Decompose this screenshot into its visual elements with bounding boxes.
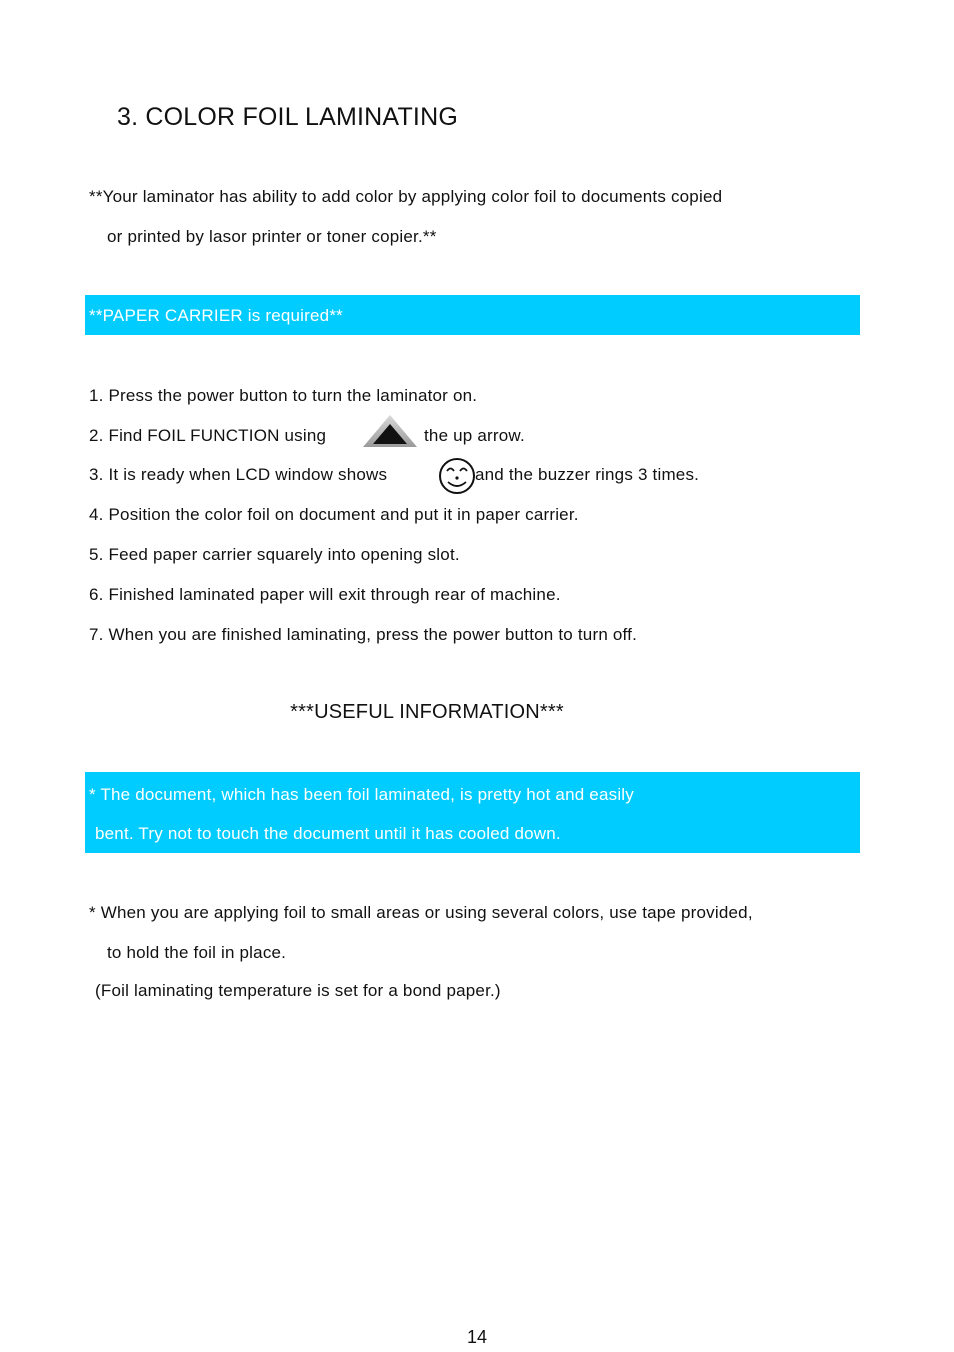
paper-carrier-banner bbox=[85, 295, 860, 335]
page-title: 3. COLOR FOIL LAMINATING bbox=[117, 103, 458, 131]
up-arrow-icon bbox=[362, 414, 418, 448]
step-5: 5. Feed paper carrier squarely into opening slot. bbox=[89, 545, 460, 564]
hot-document-banner-line-2: bent. Try not to touch the document until it has cooled down. bbox=[95, 824, 561, 843]
intro-line-1: **Your laminator has ability to add color by applying color foil to documents copied bbox=[89, 187, 723, 206]
page-number: 14 bbox=[466, 1327, 488, 1347]
step-1: 1. Press the power button to turn the laminator on. bbox=[89, 386, 478, 405]
step-3-end: and the buzzer rings 3 times. bbox=[475, 465, 700, 484]
intro-line-2: or printed by lasor printer or toner copier.** bbox=[107, 227, 437, 246]
step-7: 7. When you are finished laminating, press the power button to turn off. bbox=[89, 625, 638, 644]
useful-information-heading: ***USEFUL INFORMATION*** bbox=[290, 701, 564, 723]
hot-document-banner bbox=[85, 772, 860, 853]
step-3-start: 3. It is ready when LCD window shows bbox=[89, 465, 388, 484]
paper-carrier-banner-text: **PAPER CARRIER is required** bbox=[89, 306, 343, 325]
note-line-1: * When you are applying foil to small areas or using several colors, use tape provided, bbox=[89, 903, 753, 922]
note-line-3: (Foil laminating temperature is set for a bond paper.) bbox=[95, 981, 501, 1000]
step-6: 6. Finished laminated paper will exit through rear of machine. bbox=[89, 585, 561, 604]
note-line-2: to hold the foil in place. bbox=[107, 943, 287, 962]
step-2-end: the up arrow. bbox=[424, 426, 525, 445]
smiley-icon bbox=[438, 457, 476, 495]
step-2-start: 2. Find FOIL FUNCTION using bbox=[89, 426, 327, 445]
hot-document-banner-line-1: * The document, which has been foil laminated, is pretty hot and easily bbox=[89, 785, 634, 804]
step-4: 4. Position the color foil on document and put it in paper carrier. bbox=[89, 505, 579, 524]
